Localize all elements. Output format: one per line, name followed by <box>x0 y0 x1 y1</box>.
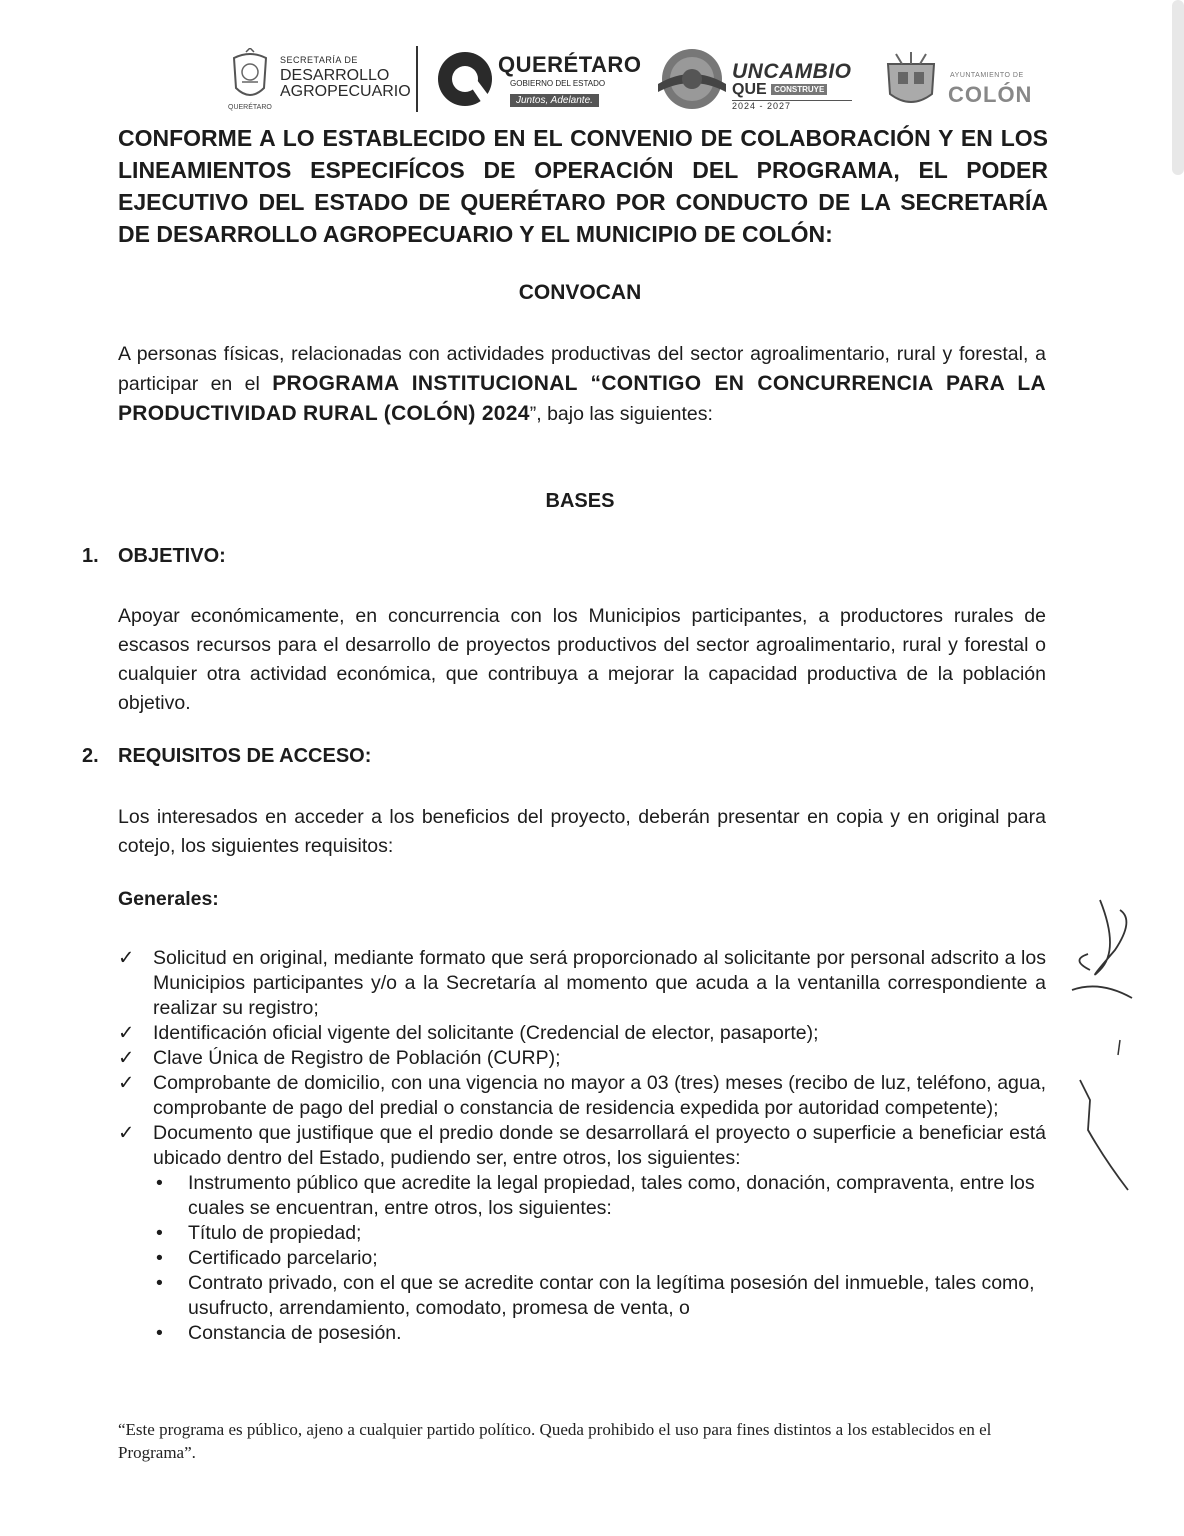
secretaria-logo-text <box>280 52 411 100</box>
queretaro-tagline: Juntos, Adelante. <box>510 94 599 107</box>
section2-number: 2. <box>82 745 99 767</box>
queretaro-subtitle: GOBIERNO DEL ESTADO <box>510 79 606 88</box>
section2-heading <box>82 745 371 768</box>
section1-number: 1. <box>82 545 99 567</box>
header-logos <box>228 44 1048 118</box>
bases-title: BASES <box>545 490 615 512</box>
scrollbar[interactable] <box>1172 0 1184 175</box>
ayuntamiento-label: AYUNTAMIENTO DE <box>950 72 1024 79</box>
list-item <box>118 1071 1046 1121</box>
check-icon: ✓ <box>118 947 135 969</box>
sec-crest-caption: QUERÉTARO <box>228 104 272 111</box>
sec-line1: SECRETARÍA DE <box>280 55 358 65</box>
section2-text: Los interesados en acceder a los beneficios del proyecto, deberán presentar en copia y en original para cotejo, los siguientes requisitos: <box>118 806 1046 857</box>
program-name: PROGRAMA INSTITUCIONAL “CONTIGO EN CONCURRENCIA PARA LA PRODUCTIVIDAD RURAL (COLÓN) 2024 <box>118 372 1046 425</box>
bullet-icon: • <box>156 1322 163 1344</box>
convocan-title: CONVOCAN <box>518 281 642 304</box>
municipal-seal-logo <box>654 46 730 112</box>
sub-list-item <box>118 1321 1046 1346</box>
handwritten-signature <box>1060 890 1170 1210</box>
list-item-text: Identificación oficial vigente del solicitante (Credencial de elector, pasaporte); <box>153 1022 819 1044</box>
sub-list-item-text: Contrato privado, con el que se acredite contar con la legítima posesión del inmueble, tales como, usufructo, arrendamiento, comodato, promesa de venta, o <box>188 1272 1035 1319</box>
sub-list-item-text: Título de propiedad; <box>188 1222 362 1244</box>
check-icon: ✓ <box>118 1047 135 1069</box>
sub-list-item-text: Constancia de posesión. <box>188 1322 402 1344</box>
section2-title: REQUISITOS DE ACCESO: <box>118 745 372 767</box>
list-item-text: Comprobante de domicilio, con una vigencia no mayor a 03 (tres) meses (recibo de luz, teléfono, agua, comprobante de pago del predial o constancia de residencia expedida por autoridad competente); <box>153 1072 1046 1119</box>
sub-list-item <box>118 1221 1046 1246</box>
colon-crest-logo <box>880 50 942 112</box>
check-icon: ✓ <box>118 1022 135 1044</box>
check-icon: ✓ <box>118 1122 135 1144</box>
intro-paragraph <box>118 340 1046 429</box>
sub-list-item <box>118 1171 1046 1221</box>
sub-list-item-text: Instrumento público que acredite la legal propiedad, tales como, donación, compraventa, entre los cuales se encuentran, entre otros, los siguientes: <box>188 1172 1035 1219</box>
uncambio-logo <box>732 60 852 111</box>
colon-label: COLÓN <box>948 82 1033 107</box>
bullet-icon: • <box>156 1172 163 1194</box>
footer-disclaimer: “Este programa es público, ajeno a cualquier partido político. Queda prohibido el uso para fines distintos a los establecidos en el Programa”. <box>118 1420 992 1462</box>
uncambio-badge: CONSTRUYE <box>771 84 827 95</box>
list-item <box>118 1121 1046 1171</box>
queretaro-title: QUERÉTARO <box>498 52 642 77</box>
list-item-text: Solicitud en original, mediante formato que será proporcionado al solicitante por personal adscrito a los Municipios participantes y/o a la Secretaría al momento que acuda a la ventanilla correspondiente a realizar su registro; <box>153 947 1046 1019</box>
section1-title: OBJETIVO: <box>118 545 226 567</box>
check-icon: ✓ <box>118 1072 135 1094</box>
bullet-icon: • <box>156 1272 163 1294</box>
list-item-text: Documento que justifique que el predio donde se desarrollará el proyecto o superficie a beneficiar está ubicado dentro del Estado, pudiendo ser, entre otros, los siguientes: <box>153 1122 1046 1169</box>
bullet-icon: • <box>156 1222 163 1244</box>
sub-list-item <box>118 1271 1046 1321</box>
state-crest-logo <box>228 48 272 110</box>
list-item-text: Clave Única de Registro de Población (CURP); <box>153 1047 561 1069</box>
sub-list-item-text: Certificado parcelario; <box>188 1247 378 1269</box>
logo-divider <box>416 46 418 112</box>
requirements-list <box>118 946 1046 1346</box>
sub-list-item <box>118 1246 1046 1271</box>
section1-text: Apoyar económicamente, en concurrencia con los Municipios participantes, a productores rurales de escasos recursos para el desarrollo de proyectos productivos del sector agroalimentario, rural y forestal o cualquier otra actividad económica, que contribuya a mejorar la capacidad productiva de la población objetivo. <box>118 605 1046 714</box>
uncambio-line1: UNCAMBIO <box>732 60 852 83</box>
list-item <box>118 946 1046 1021</box>
uncambio-years: 2024 - 2027 <box>732 100 852 111</box>
sec-line3: AGROPECUARIO <box>280 83 411 100</box>
generales-heading: Generales: <box>118 888 219 910</box>
list-item <box>118 1046 1046 1071</box>
queretaro-q-logo <box>434 48 496 110</box>
section1-heading <box>82 545 226 568</box>
bullet-icon: • <box>156 1247 163 1269</box>
intro-before: A personas físicas, relacionadas con actividades productivas del sector agroalimentario, rural y forestal, a participar en el <box>118 343 1046 395</box>
document-heading: CONFORME A LO ESTABLECIDO EN EL CONVENIO DE COLABORACIÓN Y EN LOS LINEAMIENTOS ESPECIFÍCOS DE OPERACIÓN DEL PROGRAMA, EL PODER EJECUTIVO DEL ESTADO DE QUERÉTARO POR CONDUCTO DE LA SECRETARÍA DE DESARROLLO AGROPECUARIO Y EL MUNICIPIO DE COLÓN: <box>118 125 1048 247</box>
uncambio-que: QUE <box>732 81 767 98</box>
list-item <box>118 1021 1046 1046</box>
sec-line2: DESARROLLO <box>280 67 390 84</box>
intro-after: ”, bajo las siguientes: <box>529 403 713 425</box>
